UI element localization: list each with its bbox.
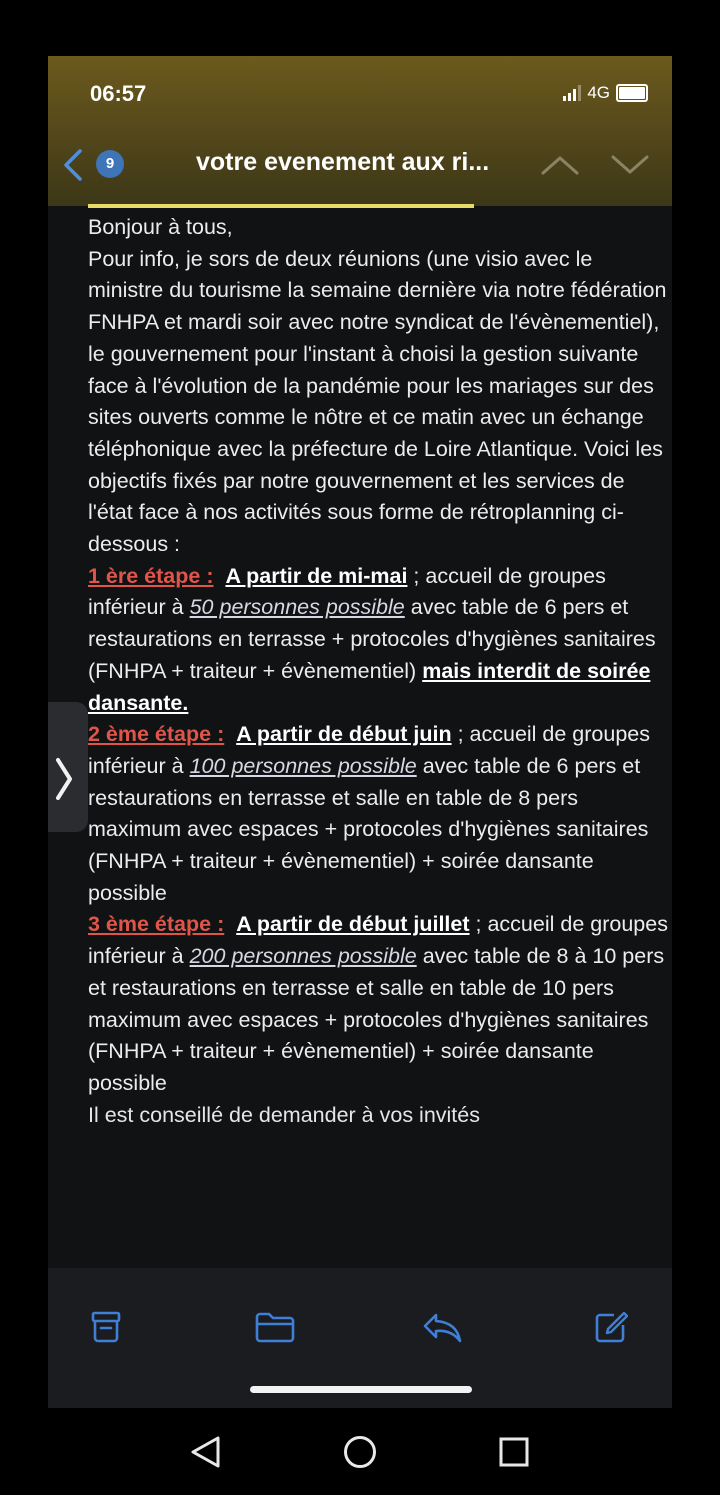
stage-1-paragraph — [88, 561, 668, 720]
stage-1-text-b: avec table de 6 pers et restaurations en terrasse + protocoles d'hygiènes sanitaires (FNHPA + traiteur + évènementiel) — [88, 595, 656, 683]
stage-3-paragraph — [88, 909, 668, 1099]
stage-2-capacity: 100 personnes possible — [189, 753, 417, 778]
back-chevron-icon[interactable] — [62, 148, 84, 182]
stage-3-capacity: 200 personnes possible — [189, 944, 417, 969]
status-indicators — [563, 83, 648, 103]
archive-icon[interactable] — [90, 1310, 122, 1344]
stage-2-label: 2 ème étape : — [88, 722, 225, 747]
stage-3-text-a: ; accueil de groupes inférieur à — [88, 912, 668, 969]
truncated-line: Il est conseillé de demander à vos invités — [88, 1102, 480, 1127]
email-subject: votre evenement aux ri... — [196, 148, 490, 176]
message-nav-bar — [48, 146, 672, 186]
reply-all-icon[interactable] — [422, 1310, 464, 1344]
android-nav-bar — [0, 1410, 720, 1495]
stage-1-text-a: ; accueil de groupes inférieur à — [88, 563, 606, 620]
bottom-toolbar — [48, 1268, 672, 1408]
android-back-icon[interactable] — [188, 1434, 224, 1470]
header — [48, 56, 672, 206]
next-message-icon[interactable] — [610, 154, 650, 176]
status-time: 06:57 — [90, 81, 147, 106]
unread-count-badge[interactable]: 9 — [96, 150, 124, 178]
stage-1-label: 1 ère étape : — [88, 563, 214, 588]
greeting: Bonjour à tous, — [88, 215, 233, 239]
stage-1-date: A partir de mi-mai — [225, 563, 408, 588]
stage-2-text-b: avec table de 6 pers et restaurations en terrasse et salle en table de 8 pers maximum avec espaces + protocoles d'hygiènes sanitaires (FNHPA + traiteur + évènementiel) + soirée dansante possible — [88, 753, 649, 905]
battery-icon — [616, 84, 648, 102]
mail-app-window — [48, 56, 672, 1408]
side-panel-chevron-icon[interactable] — [54, 756, 74, 802]
stage-1-capacity: 50 personnes possible — [189, 595, 405, 620]
stage-3-date: A partir de début juillet — [236, 912, 470, 937]
load-progress-bar — [88, 204, 474, 208]
stage-2-date: A partir de début juin — [236, 722, 452, 747]
email-body — [88, 212, 668, 1131]
signal-icon — [563, 85, 581, 101]
stage-2-text-a: ; accueil de groupes inférieur à — [88, 722, 651, 778]
stage-3-label: 3 ème étape : — [88, 912, 225, 937]
previous-message-icon[interactable] — [540, 154, 580, 176]
stage-2-paragraph — [88, 719, 668, 909]
intro-paragraph: Pour info, je sors de deux réunions (une visio avec le ministre du tourisme la semaine dernière via notre fédération FNHPA et mardi soir avec notre syndicat de l'évènementiel), le gouvernement pour l'instant à choisi la gestion suivante face à l'évolution de la pandémie pour les mariages sur des sites ouverts comme le nôtre et ce matin avec un échange téléphonique avec la préfecture de Loire Atlantique. Voici les objectifs fixés par notre gouvernement et les services de l'état face à nos activités sous forme de rétroplanning ci-dessous : — [88, 246, 667, 557]
android-recents-icon[interactable] — [496, 1434, 532, 1470]
stage-3-text-b: avec table de 8 à 10 pers et restaurations en terrasse et salle en table de 10 pers maximum avec espaces + protocoles d'hygiènes sanitaires (FNHPA + traiteur + évènementiel) + soirée dansante possible — [88, 944, 665, 1095]
folder-icon[interactable] — [254, 1310, 296, 1344]
network-label: 4G — [587, 83, 610, 102]
android-home-icon[interactable] — [342, 1434, 378, 1470]
stage-1-forbidden: mais interdit de soirée dansante. — [88, 658, 651, 715]
compose-icon[interactable] — [594, 1310, 630, 1344]
home-indicator[interactable] — [250, 1386, 472, 1393]
